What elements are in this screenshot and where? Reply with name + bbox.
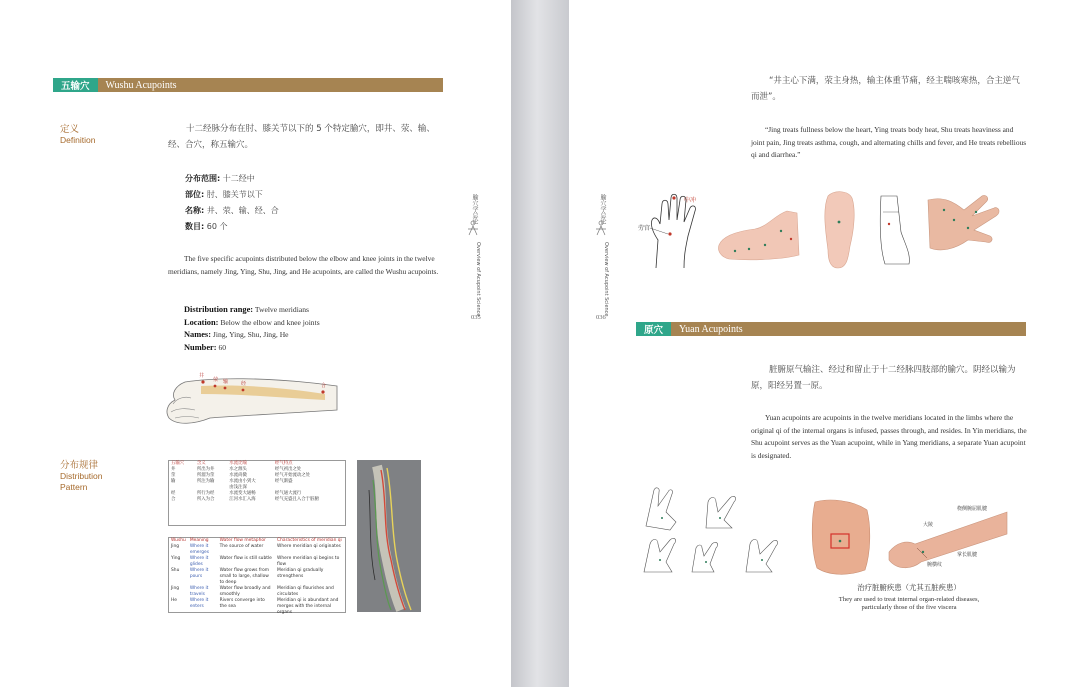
page-number-left: 035 (471, 314, 481, 321)
table-cell: 经气通大流行 (274, 491, 302, 496)
table-cell: 所注为输 (196, 479, 215, 484)
table-cell: 江河水汇入海 (229, 497, 256, 502)
table-cell: Where it pours (189, 568, 209, 579)
table-cell: Where it enters (189, 598, 209, 609)
table-header-cell: Wushu (171, 538, 186, 543)
table-cell: 经气初出之处 (274, 467, 302, 472)
foot-line-drawing (863, 192, 919, 270)
table-header-cell: 水流比喻 (229, 461, 247, 466)
definition-label-en: Definition (60, 135, 96, 145)
table-cell: Meridian qi gradually strengthens (277, 568, 324, 579)
fact-distribution-en (184, 304, 320, 317)
forearm-label-ramus: 桡侧腕屈肌腱 (957, 507, 988, 512)
table-cell: 经气渐盛 (274, 479, 293, 484)
caption-en-2: particularly those of the five viscera (861, 604, 957, 611)
wrist-photo (809, 496, 873, 578)
table-cell: 所入为合 (196, 497, 215, 502)
fact-label: 数目: (185, 222, 205, 231)
fact-label: 名称: (185, 206, 205, 215)
table-cell: The source of water (219, 544, 264, 549)
pattern-label-cn: 分布规律 (60, 460, 99, 471)
fact-label: Names: (184, 330, 211, 340)
table-cell: 输 (171, 479, 176, 484)
fact-names-en (184, 329, 320, 342)
right-page (569, 0, 1080, 687)
definition-en: The five specific acupoints distributed below the elbow and knee joints in the twelve meridians, namely Jing, Ying, Shu, Jing, and He acupoints, are called the Wushu acupoints. (168, 254, 439, 276)
hand-label-laogong: 劳宫 (638, 226, 651, 232)
arm-label-jing: 经 (241, 382, 247, 387)
section-title: Wushu Acupoints (105, 79, 177, 91)
acupoint-figure-icon (594, 220, 608, 236)
table-cell: 经气开始流动之处 (274, 473, 311, 478)
table-cell: 经 (171, 491, 176, 496)
page-number-right: 036 (596, 314, 606, 321)
fact-value: 十二经中 (222, 174, 255, 183)
cn-table-body (169, 461, 345, 503)
table-header-cell: Water flow metaphor (219, 538, 266, 543)
fact-label: 部位: (185, 190, 205, 199)
table-cell: 水流变大通畅 (229, 491, 256, 496)
hand-line-drawing (636, 190, 710, 270)
table-cell: 经气充盛且入合于脏腑 (274, 497, 319, 502)
arm-label-jing2: 井 (199, 374, 205, 379)
facts-cn (185, 171, 279, 235)
foot-side-photo (715, 205, 801, 263)
table-cell: Shu (171, 568, 180, 573)
fact-location-cn (185, 187, 279, 203)
fact-value: 60 (218, 342, 227, 352)
table-cell: Where it emerges (189, 544, 210, 555)
quote-cn: “井主心下满，荥主身热，输主体重节痛，经主喘咳寒热，合主逆气而泄”。 (751, 76, 1020, 102)
table-cell: Jing (171, 544, 180, 549)
table-cell: Where meridian qi originates (277, 544, 341, 549)
section-tag: 五输穴 (53, 78, 98, 92)
fact-number-cn (185, 219, 279, 235)
caption-cn: 治疗脏腑疾患（尤其五脏疾患） (857, 583, 961, 592)
fact-value: 60 个 (206, 222, 228, 231)
table-cell: Ying (171, 556, 181, 561)
table-row (169, 568, 345, 586)
table-cell: 所出为井 (196, 467, 215, 472)
left-page (0, 0, 511, 687)
forearm-label-daling: 大陵 (923, 523, 934, 528)
table-row (169, 586, 345, 598)
table-header-cell: 五输穴 (171, 461, 185, 466)
table-cell: Water flow broadly and smoothly (219, 586, 271, 597)
table-header-cell: 含义 (196, 461, 206, 466)
wrist-line-drawings (636, 482, 796, 578)
table-cell: 合 (171, 497, 176, 502)
pattern-label-en1: Distribution (60, 471, 103, 481)
pattern-label-en2: Pattern (60, 482, 88, 492)
spine-cn: 腧穴学总论 (599, 194, 606, 224)
table-cell: 所行为经 (196, 491, 215, 496)
definition-label-cn: 定义 (60, 124, 80, 135)
fact-names-cn (185, 203, 279, 219)
table-row (169, 598, 345, 616)
quote-en: “Jing treats fullness below the heart, Ying treats body heat, Shu treats heaviness and joint pain, Jing treats asthma, cough, and alternating chills and fever, and He treats rebellious qi and diarrhea.” (751, 125, 1027, 159)
foot-sole-photo (818, 190, 860, 270)
table-header-cell: Meaning (189, 538, 209, 543)
table-cell: 水流尚微 (229, 473, 247, 478)
table-cell: 井 (171, 467, 176, 472)
table-cell: 所溜为荥 (196, 473, 215, 478)
fact-value: Jing, Ying, Shu, Jing, He (212, 330, 289, 340)
table-cell: Where it travels (189, 586, 209, 597)
fact-label: Location: (184, 317, 219, 327)
spine-text-en-left: Overview of Acupoint Science (475, 242, 481, 317)
yuan-en: Yuan acupoints are acupoints in the twelve meridians located in the limbs where the original qi of the internal organs is infused, passes through, and resides. In Yin meridians, the Shu acupoint serves as the Yuan acupoint, while in Yang meridians, a separate Yuan acupoint is designated. (751, 413, 1027, 460)
facts-en (184, 304, 320, 354)
fact-location-en (184, 317, 320, 330)
arm-label-he: 合 (321, 384, 327, 389)
acupoint-figure-icon (466, 220, 480, 236)
table-cell: Meridian qi is abundant and merges with the internal organs (277, 598, 339, 615)
fact-label: Distribution range: (184, 305, 254, 314)
table-cell: Jing (171, 586, 180, 591)
fact-value: Twelve meridians (254, 305, 309, 314)
forearm-photo (887, 500, 1009, 576)
spine-cn: 腧穴学总论 (471, 194, 478, 224)
caption-en-1: They are used to treat internal organ-related diseases, (838, 596, 980, 603)
fact-value: 井、荥、输、经、合 (206, 206, 279, 215)
definition-cn: 十二经脉分布在肘、膝关节以下的 5 个特定腧穴，即井、荥、输、经、合穴，称五输穴。 (168, 124, 435, 150)
arm-label-ying: 荥 (213, 378, 219, 383)
section-header-yuan (636, 322, 1026, 336)
arm-label-shu: 输 (223, 380, 229, 385)
definition-label (60, 124, 95, 146)
table-cell: Where meridian qi begins to flow (277, 556, 340, 567)
table-cell: 荥 (171, 473, 176, 478)
table-row (169, 497, 345, 503)
pattern-label (60, 460, 103, 493)
table-cell: Meridian qi flourishes and circulates (277, 586, 334, 597)
yuan-cn: 脏腑原气输注、经过和留止于十二经脉四肢部的腧穴。阴经以输为原，阳经另置一原。 (751, 365, 1016, 391)
table-row (169, 544, 345, 556)
fact-number-en (184, 342, 320, 355)
fact-label: 分布范围: (185, 174, 221, 183)
fact-distribution-cn (185, 171, 279, 187)
wushu-table-cn (168, 460, 346, 526)
fact-value: 肘、膝关节以下 (206, 190, 263, 199)
section-title: Yuan Acupoints (679, 323, 743, 335)
table-header-cell: Characteristics of meridian qi (277, 538, 342, 543)
section-tag: 原穴 (636, 322, 671, 336)
table-cell: Rivers converge into the sea (219, 598, 265, 609)
forearm-label-palmaris: 掌长肌腱 (957, 553, 978, 558)
fact-label: Number: (184, 342, 217, 352)
table-cell: 水之源头 (229, 467, 247, 472)
fact-value: Below the elbow and knee joints (220, 317, 320, 327)
forearm-label-crease: 腕横纹 (927, 563, 943, 568)
table-cell: Water flow grows from small to large, shallow to deep (219, 568, 270, 585)
forearm-illustration (165, 368, 345, 430)
table-header-cell: 经气特点 (274, 461, 293, 466)
en-table-body (169, 538, 345, 616)
meridian-leg-photo (357, 460, 421, 612)
spine-text-en-right: Overview of Acupoint Science (603, 242, 609, 317)
table-cell: 由浅注深 (229, 485, 247, 490)
hand-label-zhongchong: 中冲 (684, 198, 697, 204)
section-header-wushu (53, 78, 443, 92)
table-cell: 水流由小到大 (229, 479, 256, 484)
book-gutter (511, 0, 569, 687)
wushu-table-en (168, 537, 346, 613)
table-cell: He (171, 598, 178, 603)
table-cell: Where it glides (189, 556, 209, 567)
hand-back-photo (924, 190, 1002, 270)
table-row (169, 556, 345, 568)
table-cell: Water flow is still subtle (219, 556, 272, 561)
